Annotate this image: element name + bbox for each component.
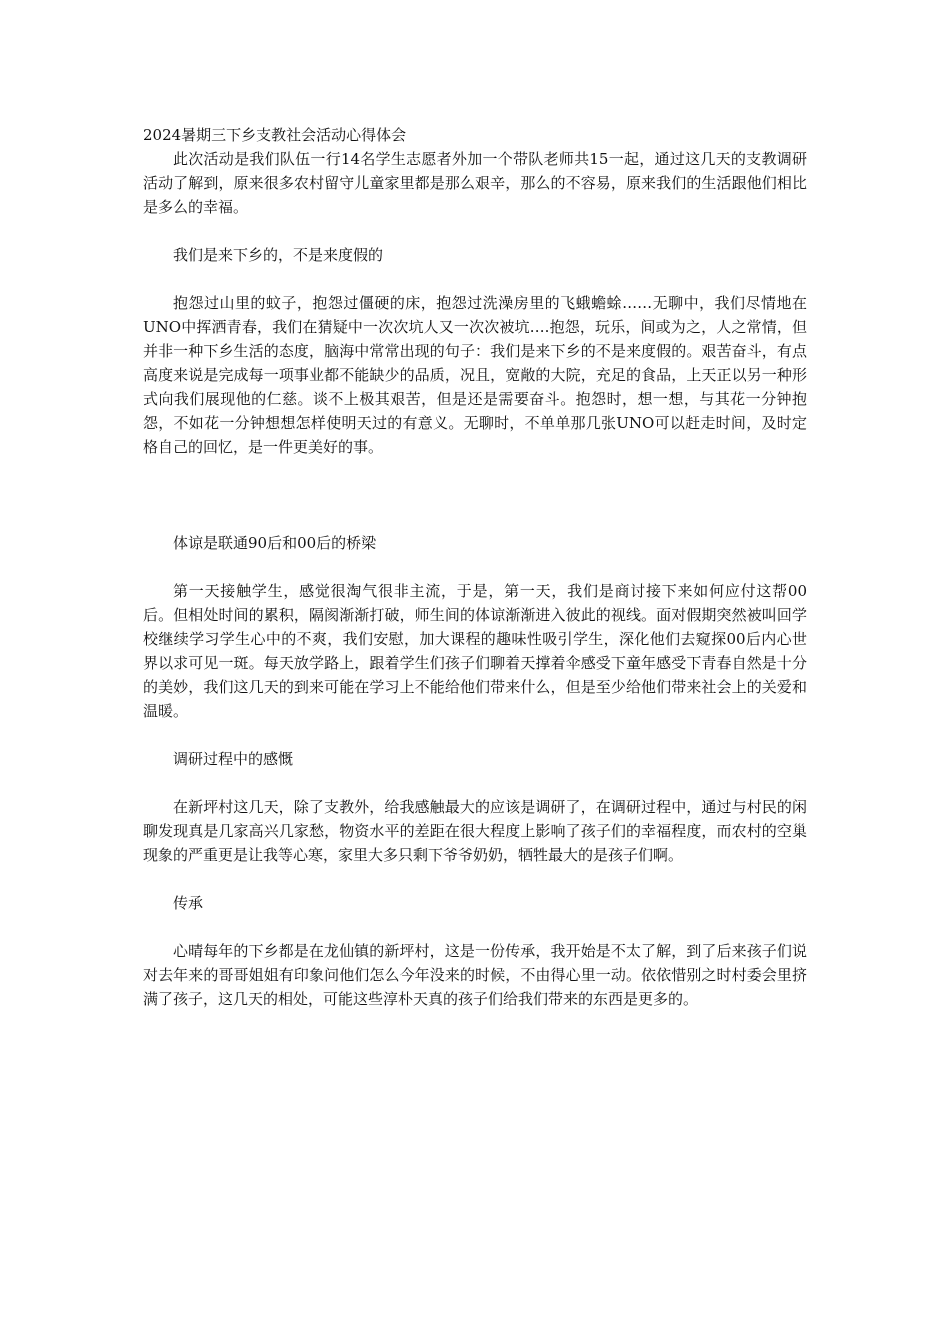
intro-paragraph: 此次活动是我们队伍一行14名学生志愿者外加一个带队老师共15一起，通过这几天的支教调研活动了解到，原来很多农村留守儿童家里都是那么艰辛，那么的不容易，原来我们的生活跟他们相比是多么的幸福。 xyxy=(143,150,807,216)
section-body-4: 心晴每年的下乡都是在龙仙镇的新坪村，这是一份传承，我开始是不太了解，到了后来孩子们说对去年来的哥哥姐姐有印象问他们怎么今年没来的时候，不由得心里一动。依依惜别之时村委会里挤满了孩子，这几天的相处，可能这些淳朴天真的孩子们给我们带来的东西是更多的。 xyxy=(143,942,807,1008)
section-heading-3: 调研过程中的感慨 xyxy=(173,750,294,768)
spacer xyxy=(143,267,807,291)
document-title: 2024暑期三下乡支教社会活动心得体会 xyxy=(143,126,407,144)
spacer xyxy=(143,771,807,795)
section-body-1: 抱怨过山里的蚊子，抱怨过僵硬的床，抱怨过洗澡房里的飞蛾蟾蜍……无聊中，我们尽情地在UNO中挥洒青春，我们在猜疑中一次次坑人又一次次被坑….抱怨，玩乐，间或为之，人之常情，但并非一种下乡生活的态度，脑海中常常出现的句子：我们是来下乡的不是来度假的。艰苦奋斗，有点高度来说是完成每一项事业都不能缺少的品质，况且，宽敞的大院，充足的食品，上天正以另一种形式向我们展现他的仁慈。谈不上极其艰苦，但是还是需要奋斗。抱怨时，想一想，与其花一分钟抱怨，不如花一分钟想想怎样使明天过的有意义。无聊时，不单单那几张UNO可以赶走时间，及时定格自己的回忆，是一件更美好的事。 xyxy=(143,294,807,456)
section-heading-4: 传承 xyxy=(173,894,204,912)
spacer xyxy=(143,555,807,579)
spacer xyxy=(143,915,807,939)
spacer xyxy=(143,459,807,531)
document-page xyxy=(143,123,807,1011)
section-heading-2: 体谅是联通90后和00后的桥梁 xyxy=(173,534,377,552)
section-heading-1: 我们是来下乡的，不是来度假的 xyxy=(173,246,384,264)
spacer xyxy=(143,723,807,747)
section-body-2: 第一天接触学生，感觉很淘气很非主流，于是，第一天，我们是商讨接下来如何应付这帮00后。但相处时间的累积，隔阂渐渐打破，师生间的体谅渐渐进入彼此的视线。面对假期突然被叫回学校继续学习学生心中的不爽，我们安慰，加大课程的趣味性吸引学生，深化他们去窥探00后内心世界以求可见一斑。每天放学路上，跟着学生们孩子们聊着天撑着伞感受下童年感受下青春自然是十分的美妙，我们这几天的到来可能在学习上不能给他们带来什么，但是至少给他们带来社会上的关爱和温暖。 xyxy=(143,582,807,720)
spacer xyxy=(143,867,807,891)
section-body-3: 在新坪村这几天，除了支教外，给我感触最大的应该是调研了，在调研过程中，通过与村民的闲聊发现真是几家高兴几家愁，物资水平的差距在很大程度上影响了孩子们的幸福程度，而农村的空巢现象的严重更是让我等心寒，家里大多只剩下爷爷奶奶，牺牲最大的是孩子们啊。 xyxy=(143,798,807,864)
spacer xyxy=(143,219,807,243)
